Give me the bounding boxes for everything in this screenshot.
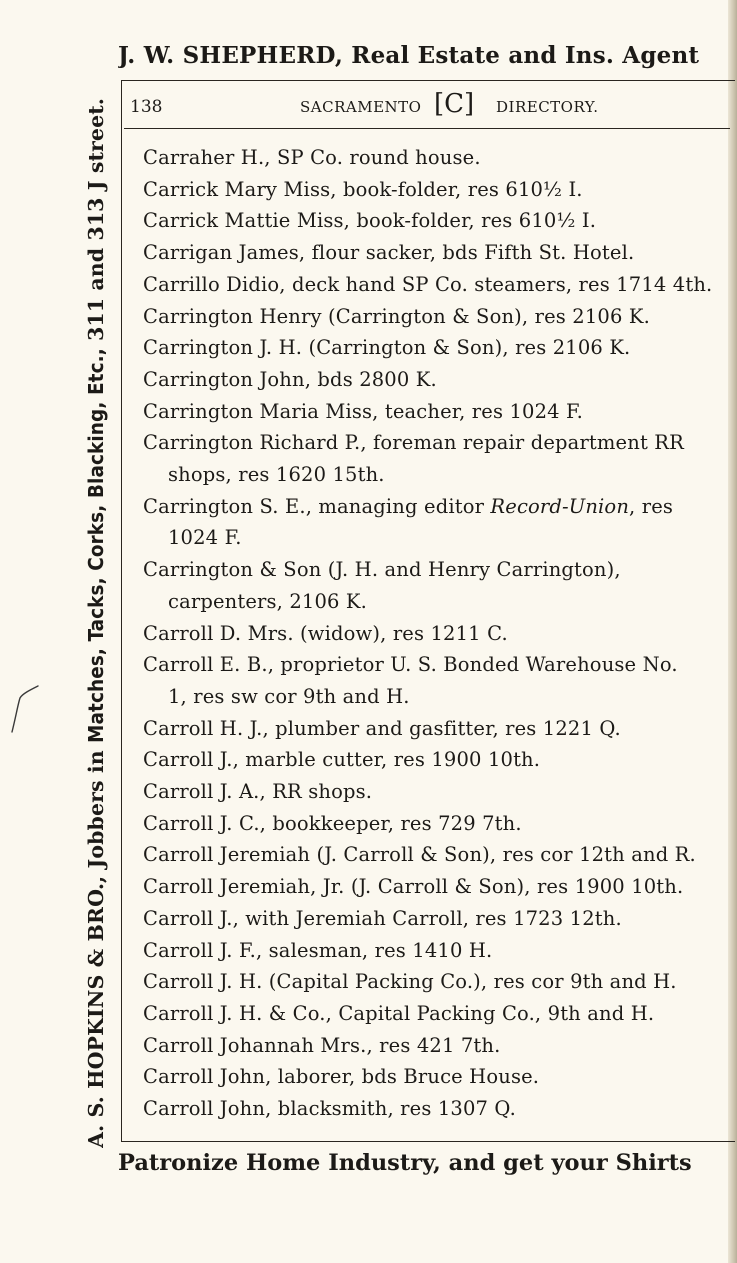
directory-entry: Carroll John, laborer, bds Bruce House. bbox=[143, 1065, 540, 1089]
running-head-letter: [C] bbox=[434, 89, 475, 119]
running-head-city: SACRAMENTO bbox=[300, 98, 422, 116]
directory-entry-continuation: 1024 F. bbox=[168, 526, 242, 550]
directory-entry: Carrick Mattie Miss, book-folder, res 610½ I. bbox=[143, 209, 597, 233]
directory-entry: Carrigan James, flour sacker, bds Fifth St. Hotel. bbox=[143, 241, 635, 265]
directory-entry: Carrington Maria Miss, teacher, res 1024 F. bbox=[143, 399, 584, 423]
directory-entry: Carroll J., with Jeremiah Carroll, res 1723 12th. bbox=[143, 906, 622, 930]
directory-entry: Carroll J. H. & Co., Capital Packing Co., 9th and H. bbox=[143, 1001, 655, 1025]
side-advertisement bbox=[84, 78, 118, 1148]
bottom-advertisement: Patronize Home Industry, and get your Shirts bbox=[118, 1150, 692, 1176]
side-advertisement-part3: 311 and 313 J street. bbox=[84, 97, 108, 349]
directory-entry: Carroll Jeremiah, Jr. (J. Carroll & Son), res 1900 10th. bbox=[143, 875, 684, 899]
directory-entry-continuation: shops, res 1620 15th. bbox=[168, 463, 385, 486]
directory-entry: Carroll D. Mrs. (widow), res 1211 C. bbox=[143, 621, 508, 645]
directory-entry: Carrington & Son (J. H. and Henry Carrington), bbox=[143, 558, 621, 582]
directory-entry: Carroll E. B., proprietor U. S. Bonded Warehouse No. bbox=[143, 653, 678, 677]
running-head-book: DIRECTORY. bbox=[496, 98, 599, 116]
directory-entry: Carroll J. F., salesman, res 1410 H. bbox=[143, 938, 493, 962]
directory-entry: Carrington Richard P., foreman repair department RR bbox=[143, 431, 684, 455]
directory-entry: Carrington John, bds 2800 K. bbox=[143, 367, 437, 391]
side-advertisement-part1: A. S. HOPKINS & BRO., Jobbers in bbox=[84, 742, 108, 1148]
directory-entry: Carroll J. A., RR shops. bbox=[143, 780, 373, 803]
running-head bbox=[130, 89, 730, 123]
pencil-mark-icon bbox=[4, 680, 44, 740]
directory-entry-continuation: 1, res sw cor 9th and H. bbox=[168, 684, 410, 708]
side-advertisement-part2: Matches, Tacks, Corks, Blacking, Etc., bbox=[84, 348, 108, 743]
head-rule bbox=[124, 128, 730, 129]
directory-entry: Carroll H. J., plumber and gasfitter, res 1221 Q. bbox=[143, 716, 621, 740]
directory-entry: Carrick Mary Miss, book-folder, res 610½ I. bbox=[143, 177, 583, 201]
page-number: 138 bbox=[130, 97, 163, 117]
directory-entry: Carrington S. E., managing editor Record-Union, res bbox=[143, 494, 674, 518]
directory-entry: Carroll John, blacksmith, res 1307 Q. bbox=[143, 1097, 516, 1120]
directory-entry: Carrillo Didio, deck hand SP Co. steamers, res 1714 4th. bbox=[143, 272, 713, 296]
directory-entry: Carroll Johannah Mrs., res 421 7th. bbox=[143, 1033, 501, 1057]
newspaper-name: Record-Union bbox=[490, 494, 630, 518]
directory-entry: Carroll J. C., bookkeeper, res 729 7th. bbox=[143, 811, 522, 835]
directory-entry-continuation: carpenters, 2106 K. bbox=[168, 589, 367, 613]
directory-entry: Carroll J. H. (Capital Packing Co.), res cor 9th and H. bbox=[143, 970, 677, 994]
top-advertisement: J. W. SHEPHERD, Real Estate and Ins. Agent bbox=[118, 42, 700, 69]
directory-entry: Carraher H., SP Co. round house. bbox=[143, 146, 481, 169]
directory-entry: Carroll J., marble cutter, res 1900 10th. bbox=[143, 748, 541, 772]
directory-entry: Carrington Henry (Carrington & Son), res 2106 K. bbox=[143, 304, 650, 328]
directory-entry: Carroll Jeremiah (J. Carroll & Son), res cor 12th and R. bbox=[143, 843, 696, 867]
directory-entry: Carrington J. H. (Carrington & Son), res 2106 K. bbox=[143, 336, 631, 360]
